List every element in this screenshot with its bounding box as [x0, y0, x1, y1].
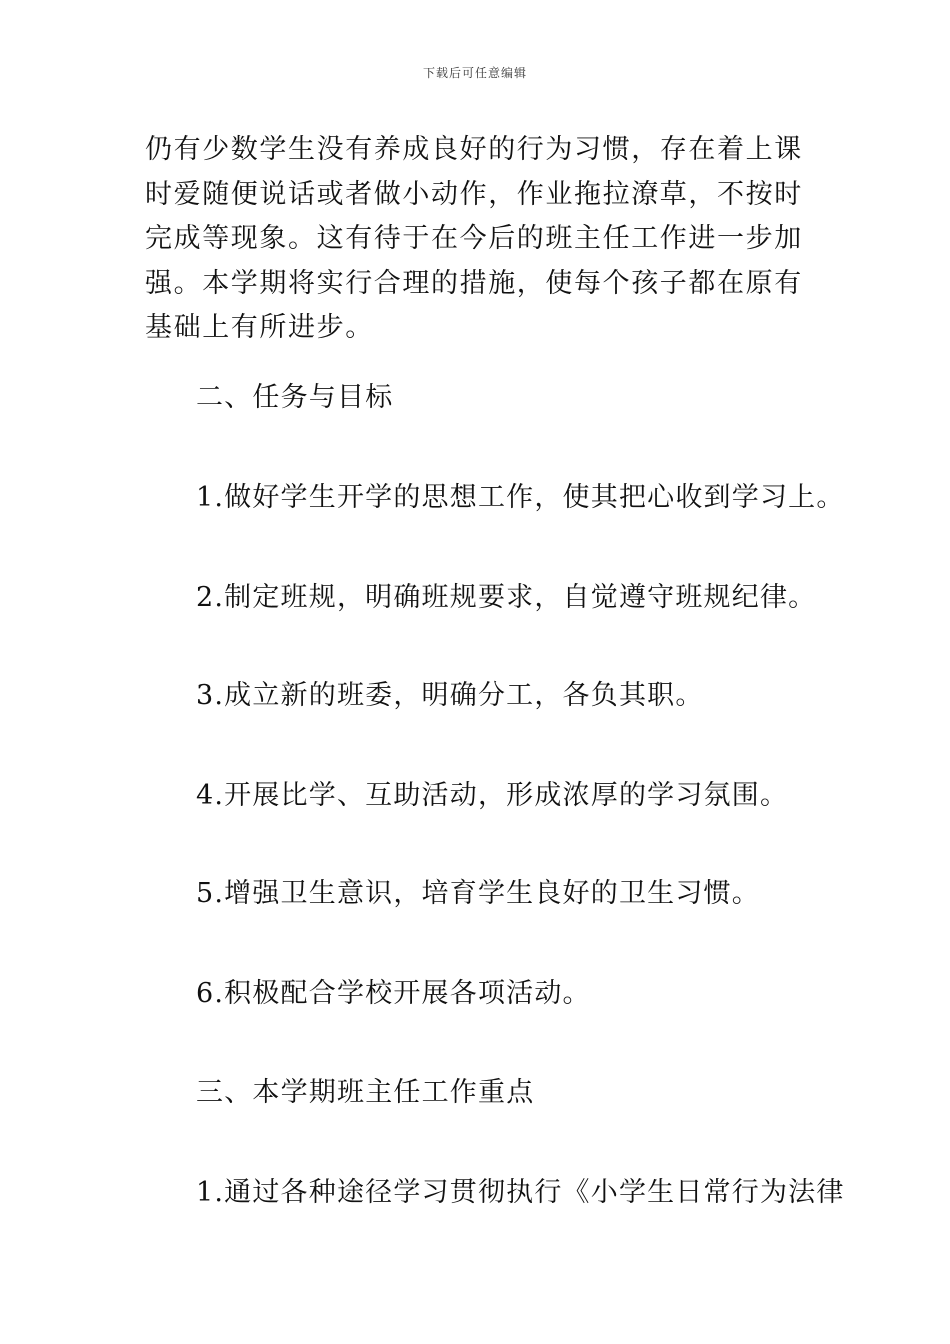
- list-item: 2.制定班规，明确班规要求，自觉遵守班规纪律。: [196, 582, 817, 613]
- body-paragraph: 仍有少数学生没有养成良好的行为习惯，存在着上课时爱随便说话或者做小动作，作业拖拉潦草，不按时完成等现象。这有待于在今后的班主任工作进一步加强。本学期将实行合理的措施，使每个孩子都在原有基础上有所进步。: [145, 134, 803, 343]
- list-item: 1.通过各种途径学习贯彻执行《小学生日常行为法律: [196, 1177, 845, 1208]
- list-item: 4.开展比学、互助活动，形成浓厚的学习氛围。: [196, 780, 789, 811]
- list-item: 3.成立新的班委，明确分工，各负其职。: [196, 680, 704, 711]
- list-item: 6.积极配合学校开展各项活动。: [196, 978, 591, 1009]
- page-header: 下载后可任意编辑: [422, 66, 527, 80]
- section-heading-tasks: 二、任务与目标: [196, 382, 394, 413]
- list-item: 1.做好学生开学的思想工作，使其把心收到学习上。: [196, 482, 845, 513]
- section-heading-focus: 三、本学期班主任工作重点: [196, 1077, 535, 1108]
- list-item: 5.增强卫生意识，培育学生良好的卫生习惯。: [196, 878, 760, 909]
